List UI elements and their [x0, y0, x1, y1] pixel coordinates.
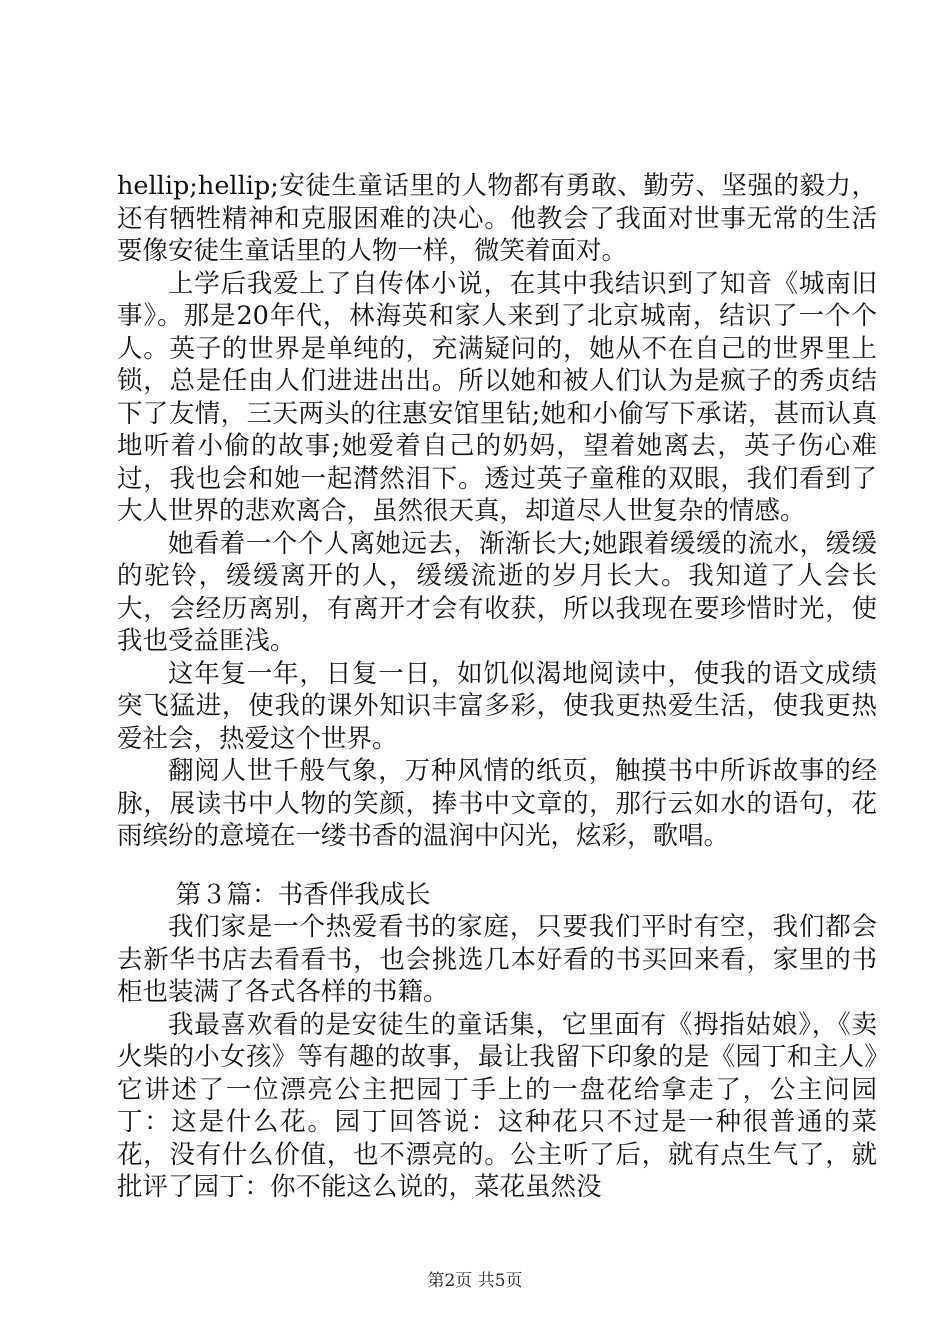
section-heading: 第３篇：书香伴我成长	[175, 879, 431, 910]
page-number-label: 第2页 共5页	[427, 1271, 523, 1291]
paragraph-5: 翻阅人世千般气象，万种风情的纸页，触摸书中所诉故事的经脉，展读书中人物的笑颜，捧书中文章的，那行云如水的语句，花雨缤纷的意境在一缕书香的温润中闪光，炫彩，歌唱。	[117, 756, 877, 851]
paragraph-1: hellip;hellip;安徒生童话里的人物都有勇敢、勤劳、坚强的毅力，还有牺牲精神和克服困难的决心。他教会了我面对世事无常的生活要像安徒生童话里的人物一样，微笑着面对。	[117, 171, 877, 266]
paragraph-4: 这年复一年，日复一日，如饥似渴地阅读中，使我的语文成绩突飞猛进，使我的课外知识丰富多彩，使我更热爱生活，使我更热爱社会，热爱这个世界。	[117, 658, 877, 754]
paragraph-7: 我最喜欢看的是安徒生的童话集，它里面有《拇指姑娘》，《卖火柴的小女孩》等有趣的故事，最让我留下印象的是《园丁和主人》它讲述了一位漂亮公主把园丁手上的一盘花给拿走了，公主问园丁：这是什么花。园丁回答说：这种花只不过是一种很普通的菜花，没有什么价值，也不漂亮的。公主听了后，就有点生气了，就批评了园丁：你不能这么说的，菜花虽然没	[117, 1009, 877, 1202]
page-footer	[0, 1270, 950, 1292]
paragraph-6: 我们家是一个热爱看书的家庭，只要我们平时有空，我们都会去新华书店去看看书，也会挑选几本好看的书买回来看，家里的书柜也装满了各式各样的书籍。	[117, 912, 877, 1007]
paragraph-3: 她看着一个个人离她远去，渐渐长大;她跟着缓缓的流水，缓缓的驼铃，缓缓离开的人，缓缓流逝的岁月长大。我知道了人会长大，会经历离别，有离开才会有收获，所以我现在要珍惜时光，使我也受益匪浅。	[117, 528, 877, 656]
paragraph-2: 上学后我爱上了自传体小说，在其中我结识到了知音《城南旧事》。那是20年代，林海英和家人来到了北京城南，结识了一个个人。英子的世界是单纯的，充满疑问的，她从不在自己的世界里上锁，总是任由人们进进出出。所以她和被人们认为是疯子的秀贞结下了友情，三天两头的往惠安馆里钻;她和小偷写下承诺，甚而认真地听着小偷的故事;她爱着自己的奶妈，望着她离去，英子伤心难过，我也会和她一起潸然泪下。透过英子童稚的双眼，我们看到了大人世界的悲欢离合，虽然很天真，却道尽人世复杂的情感。	[117, 268, 877, 526]
document-body	[117, 170, 877, 1204]
